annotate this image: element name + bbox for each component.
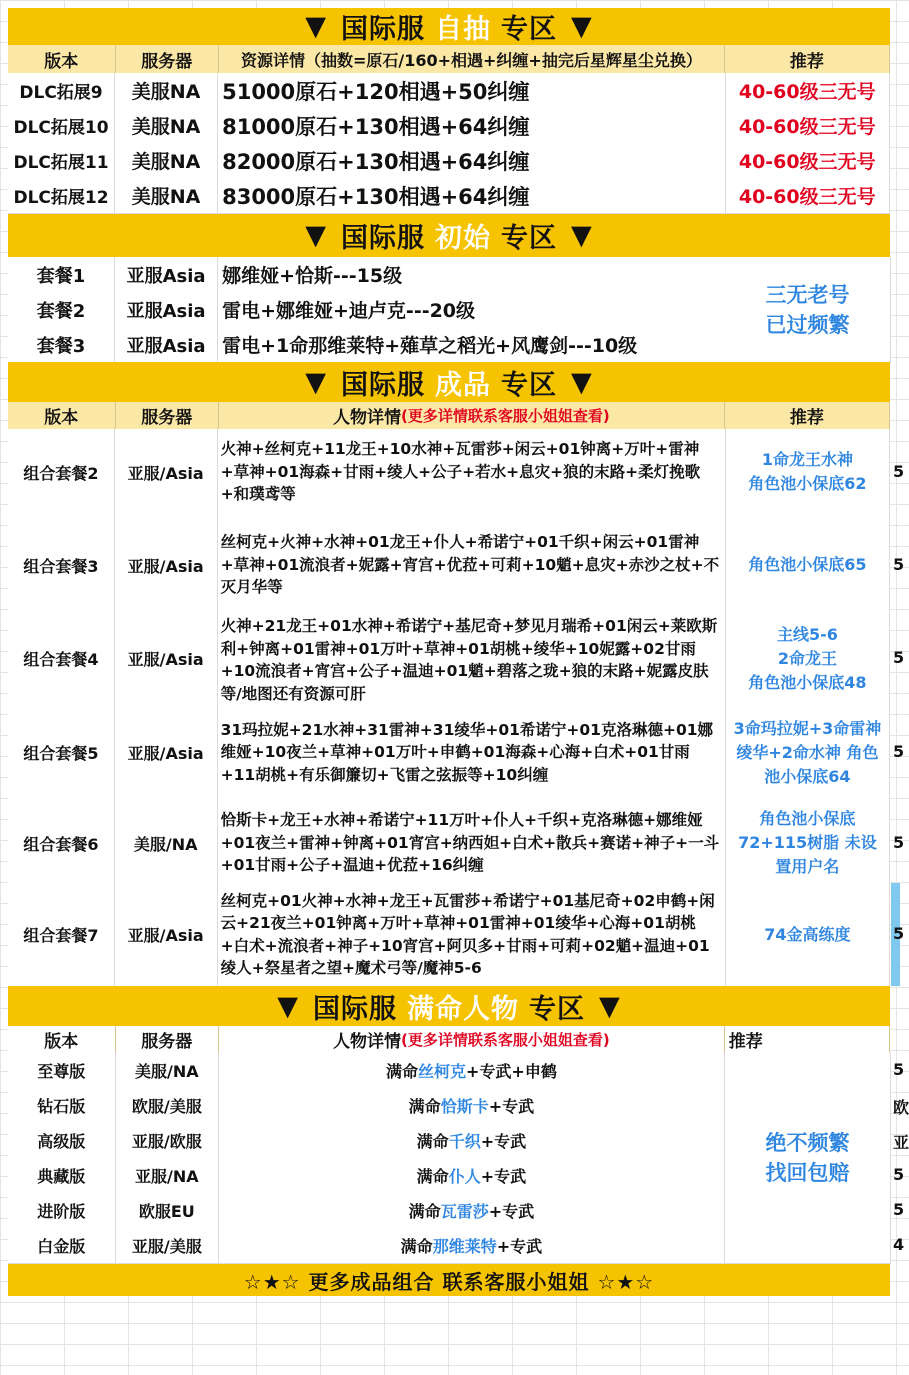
table-row[interactable] [8, 108, 890, 144]
header-recommend: 推荐 [725, 45, 890, 73]
cell-recommend: 角色池小保底65 [726, 515, 890, 615]
header-detail: 资源详情（抽数=原石/160+相遇+纠缠+抽完后星辉星尘兑换） [219, 45, 725, 73]
header-recommend: 推荐 [725, 402, 890, 429]
section-banner-gacha [8, 8, 890, 45]
cell-recommend: 角色池小保底 72+115树脂 未设 置用户名 [726, 803, 890, 883]
header-server: 服务器 [116, 402, 220, 429]
cell-version: 组合套餐6 [8, 803, 115, 883]
cell-detail: 丝柯克+01火神+水神+龙王+瓦雷莎+希诺宁+01基尼奇+02申鹤+闲云+21夜兰+01钟离+万叶+草神+01雷神+01绫华+心海+01胡桃+白术+流浪者+神子+10宵宫+阿贝多+甘雨+可莉+02魈+温迪+01绫人+祭星者之望+魔术弓等/魔神5-6 [218, 883, 726, 986]
banner-suffix: 专区 [501, 14, 557, 45]
banner-prefix: 国际服 [341, 14, 425, 45]
clipped-edge-text: 欧 [893, 1098, 909, 1117]
cell-version: 套餐1 [8, 257, 115, 292]
clipped-edge-text: 5 [893, 924, 905, 943]
cell-detail: 51000原石+120相遇+50纠缠 [218, 73, 725, 108]
cell-detail: 火神+丝柯克+11龙王+10水神+瓦雷莎+闲云+01钟离+万叶+雷神+草神+01海森+甘雨+绫人+公子+若水+息灾+狼的末路+柔灯挽歌+和璞鸢等 [218, 429, 726, 515]
header-recommend: 推荐 [725, 1026, 890, 1053]
cell-server: 亚服/Asia [115, 615, 218, 702]
banner-highlight: 自抽 [435, 14, 491, 45]
cell-server: 美服NA [115, 143, 218, 178]
header-version: 版本 [8, 45, 116, 73]
header-server: 服务器 [116, 1026, 220, 1053]
section-banner-start [8, 214, 890, 257]
cell-recommend: 主线5-6 2命龙王 角色池小保底48 [726, 615, 890, 702]
cell-server: 亚服/NA [116, 1158, 220, 1193]
cell-server: 美服/NA [116, 1053, 220, 1088]
cell-server: 亚服/Asia [115, 883, 218, 986]
header-detail: 人物详情 (更多详情联系客服小姐姐查看) [219, 402, 725, 429]
cell-version: 白金版 [8, 1228, 116, 1263]
cell-version: 组合套餐7 [8, 883, 115, 986]
cell-server: 亚服/欧服 [116, 1123, 220, 1158]
banner-highlight: 成品 [435, 369, 491, 401]
cell-server: 欧服/美服 [116, 1088, 220, 1123]
header-detail: 人物详情 (更多详情联系客服小姐姐查看) [219, 1026, 725, 1053]
cell-server: 亚服Asia [115, 257, 218, 292]
down-triangle-icon: ▼ [571, 11, 593, 42]
cell-version: 套餐2 [8, 292, 115, 327]
banner-suffix: 专区 [501, 369, 557, 401]
section-banner-max [8, 986, 890, 1026]
footer-banner: ☆★☆ 更多成品组合 联系客服小姐姐 ☆★☆ [8, 1264, 890, 1296]
cell-detail: 81000原石+130相遇+64纠缠 [218, 108, 725, 143]
down-triangle-icon: ▼ [277, 990, 299, 1022]
cell-version: 组合套餐2 [8, 429, 115, 515]
cell-recommend: 3命玛拉妮+3命雷神 绫华+2命水神 角色 池小保底64 [726, 702, 890, 803]
table-row[interactable] [8, 515, 890, 616]
cell-recommend: 40-60级三无号 [726, 178, 891, 213]
cell-version: 进阶版 [8, 1193, 116, 1228]
cell-server: 亚服/Asia [115, 515, 218, 615]
down-triangle-icon: ▼ [599, 990, 621, 1022]
cell-detail: 31玛拉妮+21水神+31雷神+31绫华+01希诺宁+01克洛琳德+01娜维娅+10夜兰+草神+01万叶+申鹤+01海森+心海+白术+01甘雨+11胡桃+有乐御簾切+飞雷之弦振等+10纠缠 [218, 702, 726, 803]
cell-version: 组合套餐4 [8, 615, 115, 702]
banner-prefix: 国际服 [341, 369, 425, 401]
cell-version: DLC拓展9 [8, 73, 115, 108]
header-note: (更多详情联系客服小姐姐查看) [401, 407, 610, 425]
table-row[interactable] [8, 883, 890, 987]
cell-detail: 满命丝柯克+专武+申鹤 [219, 1053, 725, 1088]
clipped-edge-text: 5 [893, 1060, 905, 1079]
clipped-edge-text: 5 [893, 648, 905, 667]
cell-server: 欧服EU [116, 1193, 220, 1228]
cell-version: 典藏版 [8, 1158, 116, 1193]
banner-suffix: 专区 [501, 223, 557, 254]
cell-detail: 满命恰斯卡+专武 [219, 1088, 725, 1123]
banner-highlight: 初始 [435, 223, 491, 254]
recommend-line: 绝不频繁 [765, 1131, 850, 1155]
down-triangle-icon: ▼ [305, 220, 327, 251]
cell-recommend: 1命龙王水神 角色池小保底62 [726, 429, 890, 515]
header-server: 服务器 [116, 45, 220, 73]
banner-prefix: 国际服 [341, 223, 425, 254]
down-triangle-icon: ▼ [305, 11, 327, 42]
recommend-merged-cell [725, 257, 891, 363]
cell-detail: 雷电+1命那维莱特+薙草之稻光+风鹰剑---10级 [218, 327, 725, 362]
header-note: (更多详情联系客服小姐姐查看) [401, 1031, 610, 1049]
cell-detail: 83000原石+130相遇+64纠缠 [218, 178, 725, 213]
header-version: 版本 [8, 1026, 116, 1053]
cell-detail: 娜维娅+恰斯---15级 [218, 257, 725, 292]
cell-detail: 恰斯卡+龙王+水神+希诺宁+11万叶+仆人+千织+克洛琳德+娜维娅+01夜兰+雷神+钟离+01宵宫+纳西妲+白术+散兵+赛诺+神子+一斗+01甘雨+公子+温迪+优菈+16纠缠 [218, 803, 726, 883]
cell-version: 钻石版 [8, 1088, 116, 1123]
cell-server: 美服NA [115, 73, 218, 108]
table-row[interactable] [8, 702, 890, 804]
clipped-edge-text: 5 [893, 555, 905, 574]
table-row[interactable] [8, 803, 890, 884]
cell-detail: 满命仆人+专武 [219, 1158, 725, 1193]
down-triangle-icon: ▼ [305, 366, 327, 398]
clipped-edge-text: 5 [893, 462, 905, 481]
cell-version: 组合套餐3 [8, 515, 115, 615]
cell-server: 亚服Asia [115, 292, 218, 327]
cell-detail: 丝柯克+火神+水神+01龙王+仆人+希诺宁+01千织+闲云+01雷神+草神+01流浪者+妮露+宵宫+优菈+可莉+10魈+息灾+赤沙之杖+不灭月华等 [218, 515, 726, 615]
cell-detail: 满命瓦雷莎+专武 [219, 1193, 725, 1228]
cell-recommend: 40-60级三无号 [726, 73, 891, 108]
cell-version: DLC拓展12 [8, 178, 115, 213]
clipped-edge-text: 5 [893, 1200, 905, 1219]
banner-suffix: 专区 [529, 993, 585, 1025]
banner-highlight: 满命人物 [407, 993, 519, 1025]
cell-server: 亚服Asia [115, 327, 218, 362]
cell-server: 美服NA [115, 108, 218, 143]
recommend-line: 已过频繁 [765, 312, 850, 337]
cell-detail: 满命那维莱特+专武 [219, 1228, 725, 1263]
recommend-line: 三无老号 [765, 282, 850, 307]
cell-detail: 82000原石+130相遇+64纠缠 [218, 143, 725, 178]
table-row[interactable] [8, 73, 890, 109]
cell-server: 美服/NA [115, 803, 218, 883]
clipped-edge-text: 亚 [893, 1133, 909, 1152]
cell-server: 亚服/Asia [115, 429, 218, 515]
clipped-edge-text: 4 [893, 1235, 905, 1254]
clipped-edge-text: 5 [893, 742, 905, 761]
cell-version: DLC拓展10 [8, 108, 115, 143]
clipped-edge-text: 5 [893, 833, 905, 852]
cell-version: 高级版 [8, 1123, 116, 1158]
cell-recommend: 40-60级三无号 [726, 143, 891, 178]
table-header [8, 402, 890, 429]
table-header [8, 45, 890, 73]
cell-version: 套餐3 [8, 327, 115, 362]
cell-server: 美服NA [115, 178, 218, 213]
table-row[interactable] [8, 615, 890, 703]
cell-recommend: 74金高练度 [726, 883, 890, 986]
section-banner-finished [8, 362, 890, 402]
cell-detail: 满命千织+专武 [219, 1123, 725, 1158]
down-triangle-icon: ▼ [571, 366, 593, 398]
recommend-line: 找回包赔 [765, 1161, 850, 1185]
table-row[interactable] [8, 429, 890, 516]
cell-version: DLC拓展11 [8, 143, 115, 178]
cell-version: 组合套餐5 [8, 702, 115, 803]
clipped-edge-text: 5 [893, 1165, 905, 1184]
cell-server: 亚服/美服 [116, 1228, 220, 1263]
table-row[interactable] [8, 143, 890, 179]
cell-server: 亚服/Asia [115, 702, 218, 803]
table-row[interactable] [8, 178, 890, 214]
cell-detail: 雷电+娜维娅+迪卢克---20级 [218, 292, 725, 327]
down-triangle-icon: ▼ [571, 220, 593, 251]
table-header [8, 1026, 890, 1053]
header-version: 版本 [8, 402, 116, 429]
cell-recommend: 40-60级三无号 [726, 108, 891, 143]
banner-prefix: 国际服 [313, 993, 397, 1025]
cell-detail: 火神+21龙王+01水神+希诺宁+基尼奇+梦见月瑞希+01闲云+莱欧斯利+钟离+01雷神+01万叶+草神+01胡桃+绫华+10妮露+02甘雨+10流浪者+宵宫+公子+温迪+01魈+碧落之珑+狼的末路+妮露皮肤等/地图还有资源可肝 [218, 615, 726, 702]
recommend-merged-cell [725, 1053, 891, 1264]
cell-version: 至尊版 [8, 1053, 116, 1088]
